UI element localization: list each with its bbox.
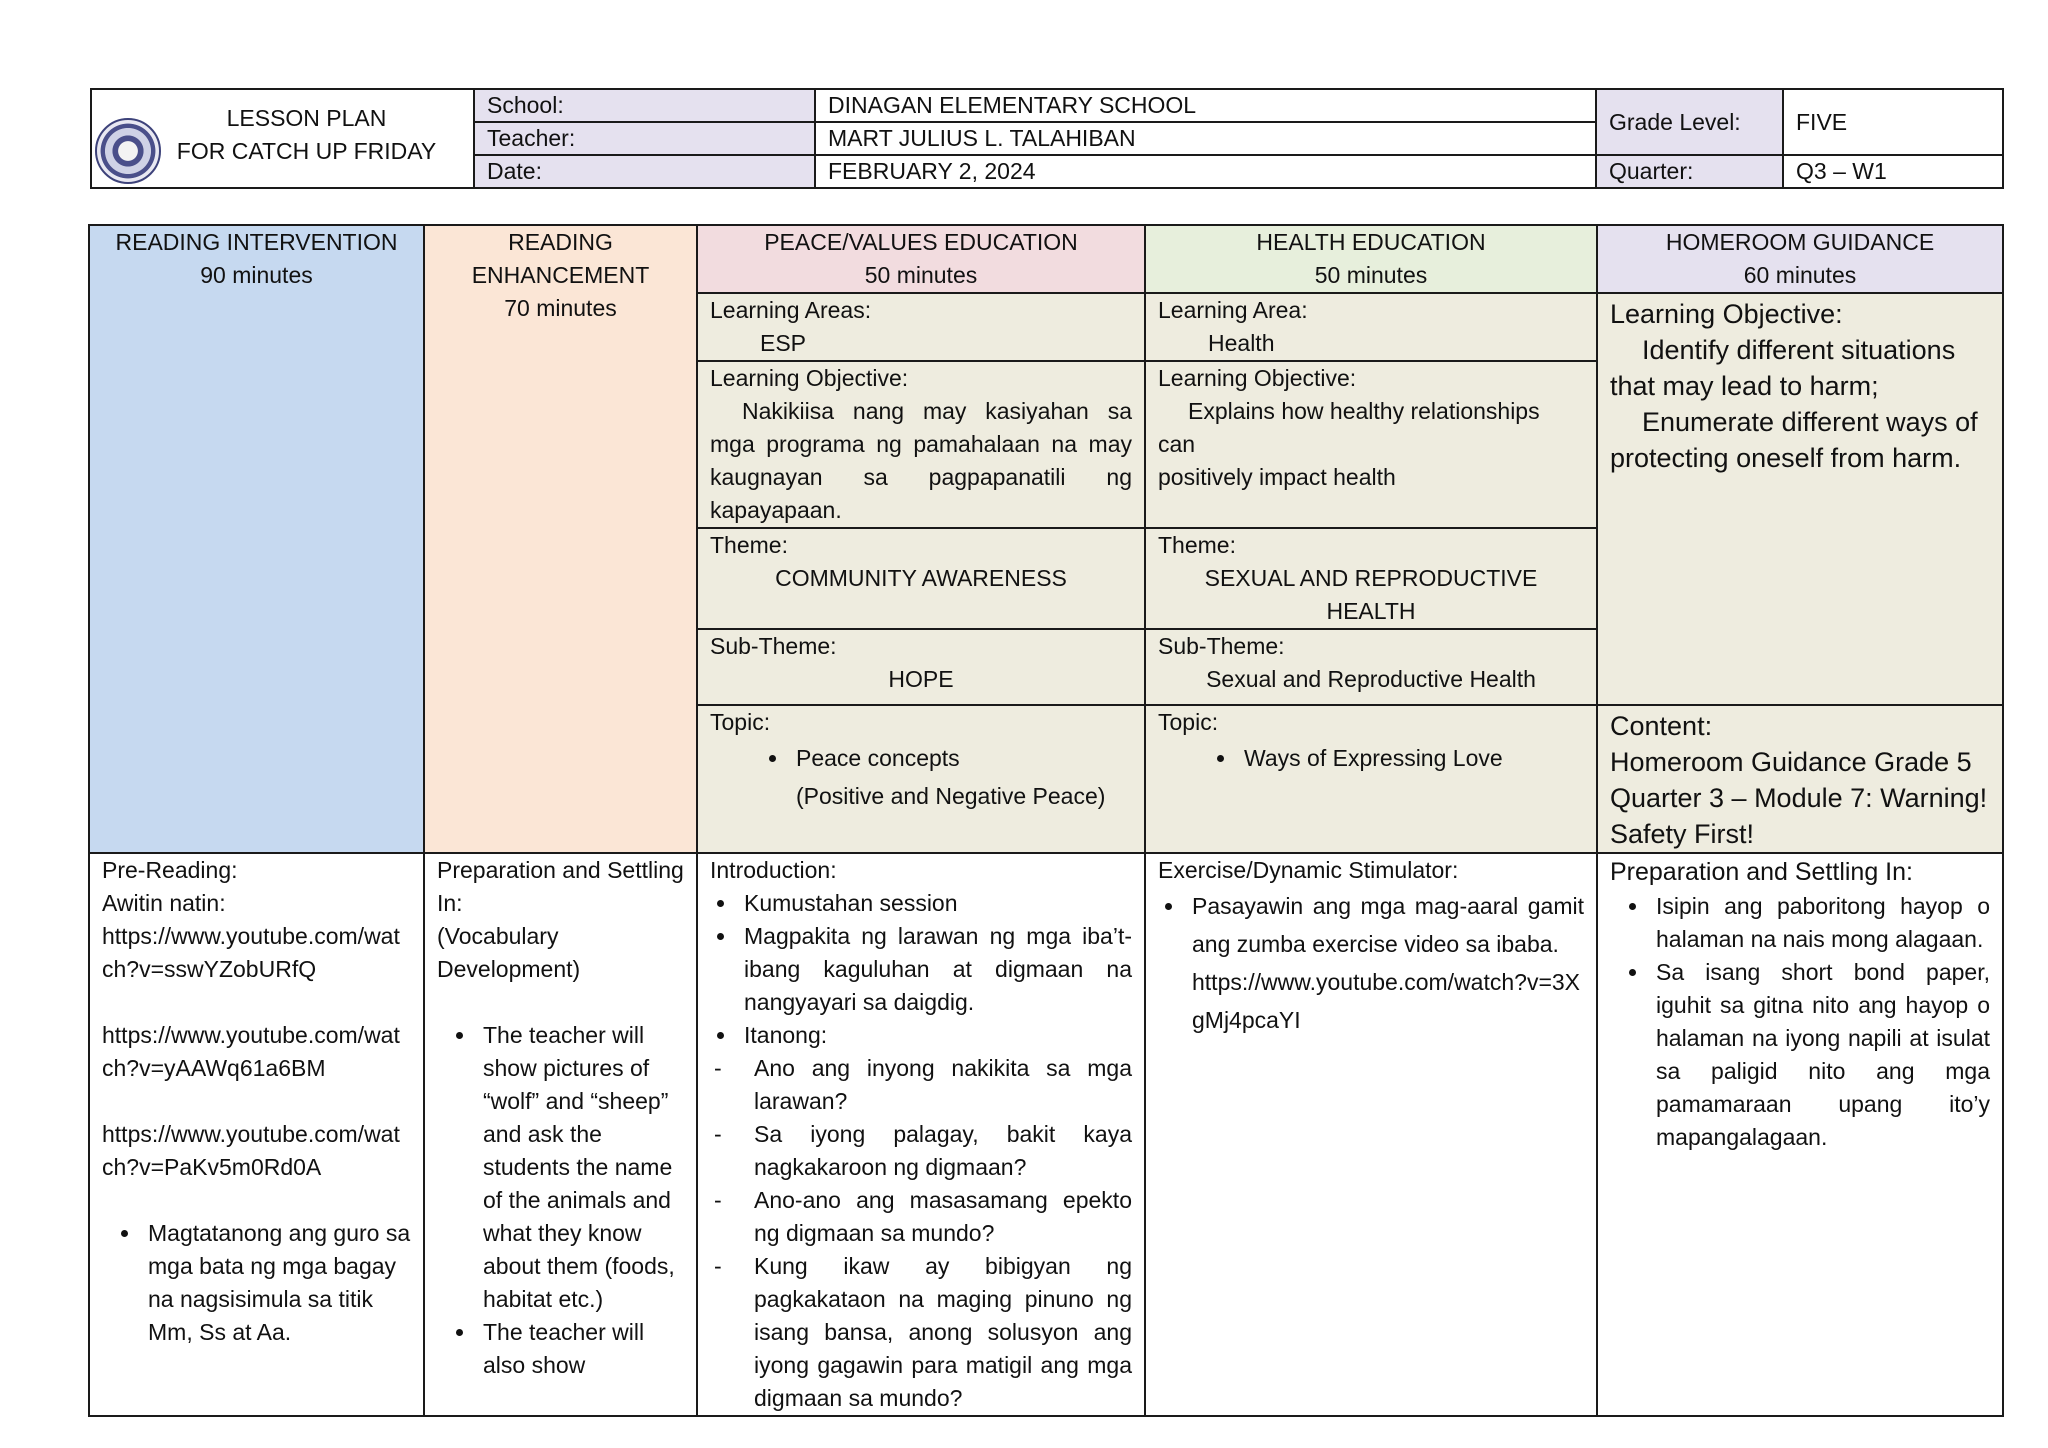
peace-objective-text: Nakikiisa nang may kasiyahan sa mga programa ng pamahalaan na may kaugnayan sa pagpapanatili ng kapayapaan. — [710, 398, 1132, 523]
deped-seal-icon — [95, 118, 161, 184]
title-line-1: LESSON PLAN — [226, 105, 387, 131]
song-link-2[interactable]: https://www.youtube.com/watch?v=yAAWq61a6BM — [102, 1022, 400, 1081]
title-line-2: FOR CATCH UP FRIDAY — [176, 138, 437, 164]
health-area-label: Learning Area: — [1158, 297, 1308, 323]
pre-reading-label: Pre-Reading: — [102, 857, 238, 883]
question-2-text: Sa iyong palagay, bakit kaya nagkakaroon ng digmaan? — [754, 1121, 1132, 1180]
health-objective-line-3: positively impact health — [1158, 464, 1396, 490]
re-vocab-label: (Vocabulary Development) — [437, 923, 581, 982]
lesson-table — [88, 224, 2004, 1417]
school-label: School: — [474, 89, 815, 122]
school-value: DINAGAN ELEMENTARY SCHOOL — [815, 89, 1596, 122]
peace-area-label: Learning Areas: — [710, 297, 872, 323]
reading-enhancement-header — [424, 225, 697, 853]
health-theme-value: SEXUAL AND REPRODUCTIVE HEALTH — [1204, 565, 1538, 624]
exercise-item — [1186, 887, 1584, 1039]
homeroom-content-label: Content: — [1610, 711, 1713, 741]
zumba-video-link[interactable]: https://www.youtube.com/watch?v=3XgMj4pcaYI — [1192, 969, 1581, 1033]
health-objective-line-2: can — [1158, 431, 1196, 457]
re-prep-label: Preparation and Settling In: — [437, 857, 684, 916]
health-objective-label: Learning Objective: — [1158, 365, 1357, 391]
health-theme — [1145, 528, 1597, 629]
health-topic — [1145, 705, 1597, 853]
exercise-label: Exercise/Dynamic Stimulator: — [1158, 857, 1459, 883]
grade-label: Grade Level: — [1596, 89, 1783, 155]
song-link-3[interactable]: https://www.youtube.com/watch?v=PaKv5m0Rd0A — [102, 1121, 400, 1180]
peace-subtheme — [697, 629, 1145, 705]
peace-topic-sub: (Positive and Negative Peace) — [796, 783, 1106, 809]
quarter-label: Quarter: — [1596, 155, 1783, 188]
peace-objective-label: Learning Objective: — [710, 365, 909, 391]
question-4-text: Kung ikaw ay bibigyan ng pagkakataon na maging pinuno ng isang bansa, anong solusyon ang iyong gagawin para matigil ang mga digmaan sa mundo? — [754, 1253, 1132, 1411]
health-header — [1145, 225, 1597, 293]
peace-theme-value: COMMUNITY AWARENESS — [775, 565, 1067, 591]
homeroom-title: HOMEROOM GUIDANCE — [1665, 229, 1935, 255]
date-label: Date: — [474, 155, 815, 188]
health-topic-label: Topic: — [1158, 709, 1219, 735]
reading-intervention-body — [89, 853, 424, 1416]
health-subtheme — [1145, 629, 1597, 705]
peace-theme — [697, 528, 1145, 629]
peace-subtheme-label: Sub-Theme: — [710, 633, 837, 659]
health-area-value: Health — [1208, 330, 1275, 356]
reading-enhancement-duration: 70 minutes — [504, 295, 617, 321]
exercise-text: Pasayawin ang mga mag-aaral gamit ang zumba exercise video sa ibaba. — [1192, 893, 1584, 957]
homeroom-objective-2: Enumerate different ways of protecting oneself from harm. — [1610, 407, 1978, 473]
homeroom-duration: 60 minutes — [1743, 262, 1857, 288]
date-value: FEBRUARY 2, 2024 — [815, 155, 1596, 188]
homeroom-preparation — [1597, 853, 2003, 1416]
reading-intervention-title: READING INTERVENTION — [115, 229, 398, 255]
peace-topic-item — [790, 739, 1132, 815]
health-objective-line-1: Explains how healthy relationships — [1188, 398, 1540, 424]
pre-reading-text: Awitin natin: — [102, 890, 226, 916]
re-item-1: • The teacher will show pictures of “wolf” and “sheep” and ask the students the name of the animals and what they know about them (foods, habitat etc.) — [477, 1019, 684, 1316]
reading-intervention-header — [89, 225, 424, 853]
health-title: HEALTH EDUCATION — [1256, 229, 1486, 255]
health-exercise — [1145, 853, 1597, 1416]
intro-item-1: • Kumustahan session — [738, 887, 1132, 920]
reading-enhancement-title-2: ENHANCEMENT — [471, 262, 650, 288]
peace-subtheme-value: HOPE — [888, 666, 954, 692]
homeroom-content — [1597, 705, 2003, 853]
teacher-label: Teacher: — [474, 122, 815, 155]
question-3-text: Ano-ano ang masasamang epekto ng digmaan sa mundo? — [754, 1187, 1132, 1246]
homeroom-objective-label: Learning Objective: — [1610, 299, 1843, 329]
peace-introduction — [697, 853, 1145, 1416]
reading-enhancement-title-1: READING — [508, 229, 613, 255]
peace-topic-label: Topic: — [710, 709, 771, 735]
re-item-2: • The teacher will also show — [477, 1316, 684, 1382]
intro-item-3: • Itanong: — [738, 1019, 1132, 1052]
grade-value: FIVE — [1783, 89, 2003, 155]
peace-objective — [697, 361, 1145, 528]
homeroom-objective-1: Identify different situations that may lead to harm; — [1610, 335, 1956, 401]
health-objective — [1145, 361, 1597, 528]
question-2: - Sa iyong palagay, bakit kaya nagkakaroon ng digmaan? — [710, 1118, 1132, 1184]
health-subtheme-value: Sexual and Reproductive Health — [1206, 666, 1536, 692]
peace-intro-label: Introduction: — [710, 857, 837, 883]
reading-enhancement-body — [424, 853, 697, 1416]
peace-title: PEACE/VALUES EDUCATION — [764, 229, 1078, 255]
question-1-text: Ano ang inyong nakikita sa mga larawan? — [754, 1055, 1132, 1114]
lesson-plan-title — [91, 89, 474, 188]
teacher-value: MART JULIUS L. TALAHIBAN — [815, 122, 1596, 155]
song-link-1[interactable]: https://www.youtube.com/watch?v=sswYZobURfQ — [102, 923, 400, 982]
question-1: - Ano ang inyong nakikita sa mga larawan? — [710, 1052, 1132, 1118]
homeroom-prep-item-1: • Isipin ang paboritong hayop o halaman na nais mong alagaan. — [1650, 890, 1990, 956]
header-table — [90, 88, 2004, 189]
health-subtheme-label: Sub-Theme: — [1158, 633, 1285, 659]
peace-theme-label: Theme: — [710, 532, 788, 558]
homeroom-prep-label: Preparation and Settling In: — [1610, 858, 1913, 886]
health-learning-area — [1145, 293, 1597, 361]
health-duration: 50 minutes — [1314, 262, 1428, 288]
homeroom-header — [1597, 225, 2003, 293]
peace-area-value: ESP — [760, 330, 807, 356]
peace-topic — [697, 705, 1145, 853]
peace-header — [697, 225, 1145, 293]
intro-item-2: • Magpakita ng larawan ng mga iba’t-ibang kaguluhan at digmaan na nangyayari sa daigdig. — [738, 920, 1132, 1019]
quarter-value: Q3 – W1 — [1783, 155, 2003, 188]
reading-intervention-bullet: • Magtatanong ang guro sa mga bata ng mga bagay na nagsisimula sa titik Mm, Ss at Aa. — [142, 1217, 411, 1349]
reading-intervention-duration: 90 minutes — [200, 262, 313, 288]
homeroom-content-text: Homeroom Guidance Grade 5 Quarter 3 – Module 7: Warning! Safety First! — [1610, 747, 1988, 849]
peace-learning-area — [697, 293, 1145, 361]
homeroom-prep-item-2: • Sa isang short bond paper, iguhit sa gitna nito ang hayop o halaman na iyong napili at isulat sa paligid nito ang mga pamamaraan upang ito’y mapangalagaan. — [1650, 956, 1990, 1154]
health-theme-label: Theme: — [1158, 532, 1236, 558]
peace-topic-item-text: Peace concepts — [796, 745, 960, 771]
question-3: - Ano-ano ang masasamang epekto ng digmaan sa mundo? — [710, 1184, 1132, 1250]
question-4: - Kung ikaw ay bibigyan ng pagkakataon na maging pinuno ng isang bansa, anong solusyon ang iyong gagawin para matigil ang mga digmaan sa mundo? — [710, 1250, 1132, 1415]
health-topic-item: • Ways of Expressing Love — [1238, 739, 1584, 777]
peace-duration: 50 minutes — [864, 262, 978, 288]
homeroom-objective — [1597, 293, 2003, 705]
